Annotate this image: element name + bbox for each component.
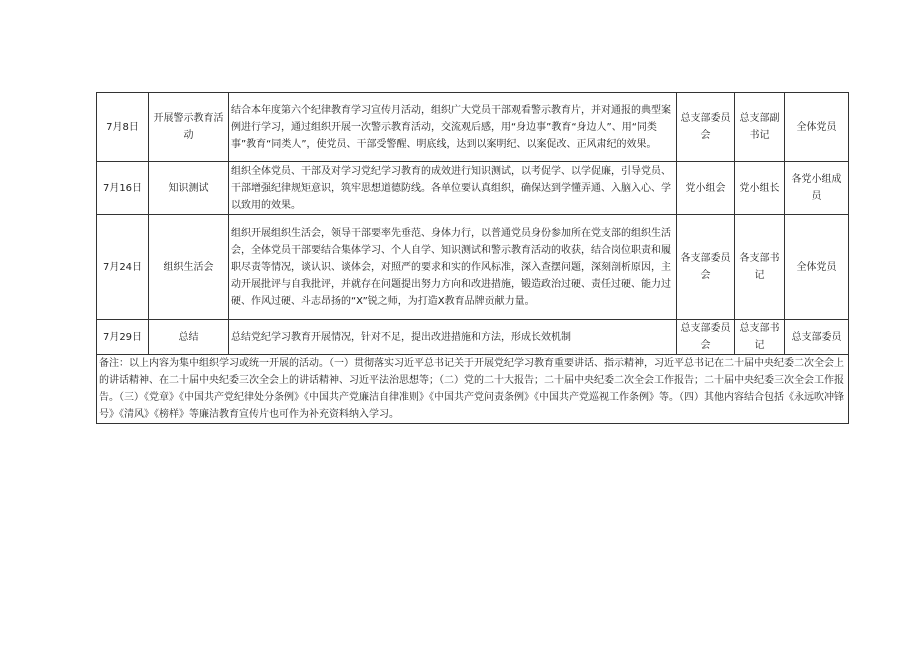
activity-cell: 知识测试 xyxy=(149,162,229,215)
leader-cell: 总支部书记 xyxy=(735,320,785,355)
date-cell: 7月16日 xyxy=(97,162,149,215)
activity-cell: 开展警示教育活动 xyxy=(149,93,229,162)
table-row xyxy=(97,320,849,355)
leader-cell: 各支部书记 xyxy=(735,215,785,320)
organizer-cell: 党小组会 xyxy=(677,162,735,215)
participants-cell: 全体党员 xyxy=(785,93,849,162)
date-cell: 7月8日 xyxy=(97,93,149,162)
activity-cell: 总结 xyxy=(149,320,229,355)
date-cell: 7月29日 xyxy=(97,320,149,355)
organizer-cell: 各支部委员会 xyxy=(677,215,735,320)
table-row xyxy=(97,162,849,215)
content-cell: 结合本年度第六个纪律教育学习宣传月活动，组织广大党员干部观看警示教育片，并对通报的典型案例进行学习，通过组织开展一次警示教育活动，交流观后感，用“身边事”教育“身边人”、用“同类事”教育“同类人”，使党员、干部受警醒、明底线，达到以案明纪、以案促改、正风肃纪的效果。 xyxy=(229,93,677,162)
activity-cell: 组织生活会 xyxy=(149,215,229,320)
content-cell: 总结党纪学习教育开展情况，针对不足，提出改进措施和方法，形成长效机制 xyxy=(229,320,677,355)
note-row xyxy=(97,355,849,424)
participants-cell: 总支部委员 xyxy=(785,320,849,355)
content-cell: 组织全体党员、干部及对学习党纪学习教育的成效进行知识测试，以考促学、以学促廉，引导党员、干部增强纪律规矩意识，筑牢思想道德防线。各单位要认真组织，确保达到学懂弄通、入脑入心、学以致用的效果。 xyxy=(229,162,677,215)
note-cell: 备注：以上内容为集中组织学习或统一开展的活动。（一）贯彻落实习近平总书记关于开展党纪学习教育重要讲话、指示精神，习近平总书记在二十届中央纪委二次全会上的讲话精神、在二十届中央纪委三次全会上的讲话精神、习近平法治思想等；（二）党的二十大报告；二十届中央纪委二次全会工作报告；二十届中央纪委三次全会工作报告。（三）《党章》《中国共产党纪律处分条例》《中国共产党廉洁自律准则》《中国共产党问责条例》《中国共产党巡视工作条例》等。（四）其他内容结合包括《永远吹冲锋号》《清风》《榜样》等廉洁教育宣传片也可作为补充资料纳入学习。 xyxy=(97,355,849,424)
organizer-cell: 总支部委员会 xyxy=(677,320,735,355)
activity-schedule-table xyxy=(96,92,849,424)
leader-cell: 党小组长 xyxy=(735,162,785,215)
date-cell: 7月24日 xyxy=(97,215,149,320)
table-row xyxy=(97,93,849,162)
table-row xyxy=(97,215,849,320)
content-cell: 组织开展组织生活会，领导干部要率先垂范、身体力行，以普通党员身份参加所在党支部的组织生活会，全体党员干部要结合集体学习、个人自学、知识测试和警示教育活动的收获，结合岗位职责和履职尽责等情况，谈认识、谈体会，对照严的要求和实的作风标准，深入查摆问题，深刻剖析原因，主动开展批评与自我批评，并就存在问题提出努力方向和改进措施，锻造政治过硬、责任过硬、能力过硬、作风过硬、斗志昂扬的“X”锐之师，为打造X教育品牌贡献力量。 xyxy=(229,215,677,320)
participants-cell: 各党小组成员 xyxy=(785,162,849,215)
participants-cell: 全体党员 xyxy=(785,215,849,320)
organizer-cell: 总支部委员会 xyxy=(677,93,735,162)
leader-cell: 总支部副书记 xyxy=(735,93,785,162)
